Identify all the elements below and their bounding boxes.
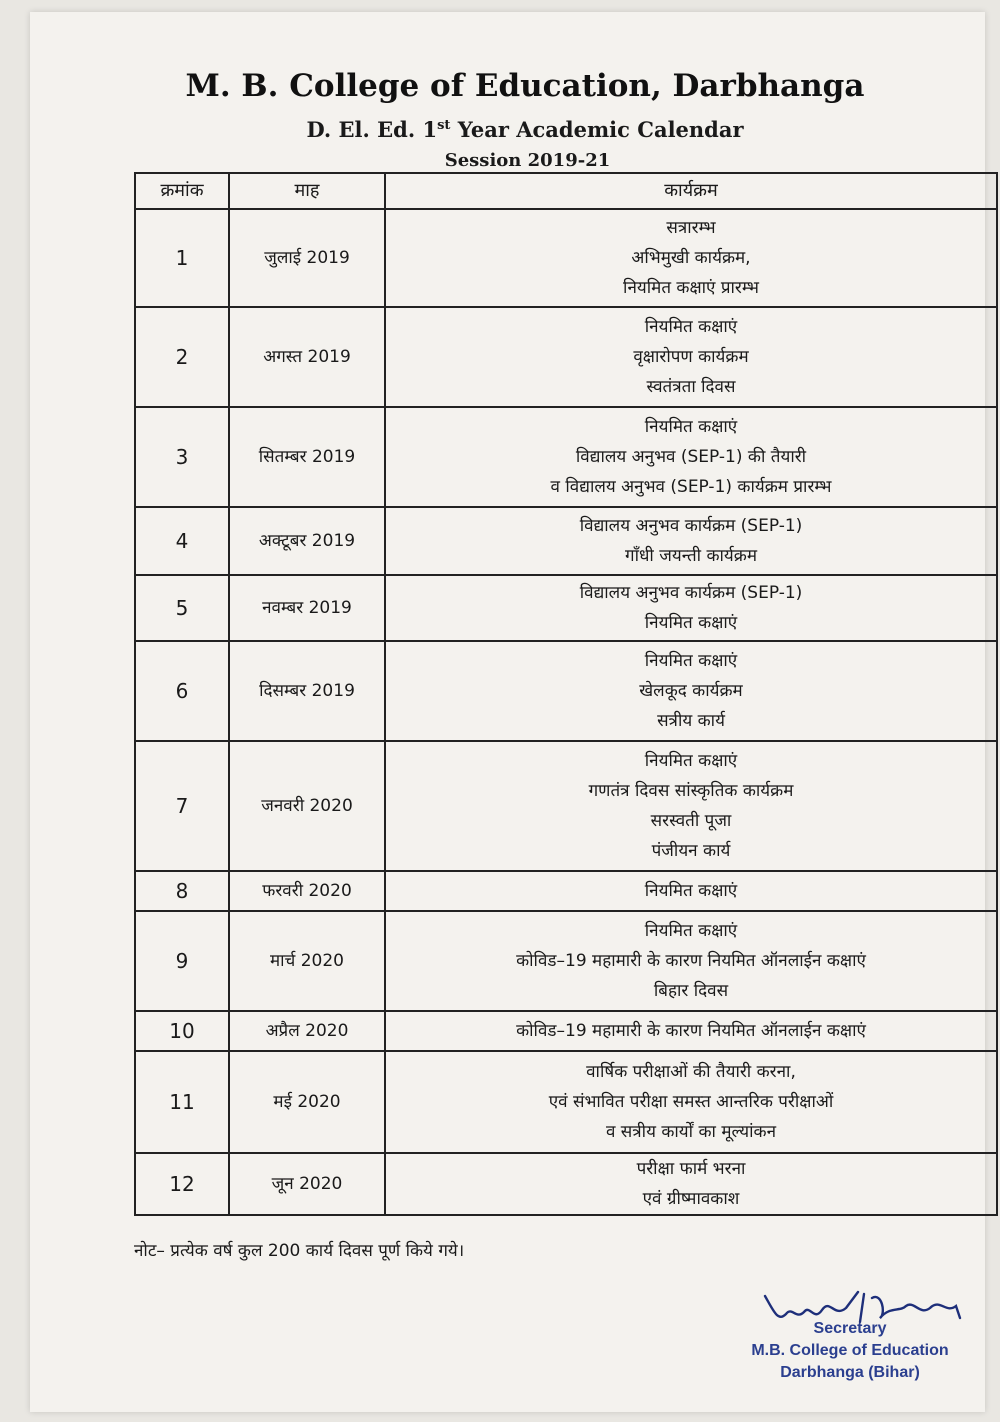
activity-line: नियमित कक्षाएं xyxy=(644,317,738,337)
column-header-month: माह xyxy=(229,173,385,209)
row-serial-number: 6 xyxy=(135,641,229,741)
activity-line: सत्रारम्भ xyxy=(666,218,716,238)
activity-line: सत्रीय कार्य xyxy=(657,711,725,731)
table-row xyxy=(135,209,997,307)
activity-line: विद्यालय अनुभव कार्यक्रम (SEP-1) xyxy=(579,583,803,603)
activity-line: नियमित कक्षाएं xyxy=(644,417,738,437)
row-activities xyxy=(385,641,997,741)
table-row xyxy=(135,1051,997,1153)
activity-line: गाँधी जयन्ती कार्यक्रम xyxy=(625,546,757,566)
row-month: अक्टूबर 2019 xyxy=(229,507,385,575)
row-month: अगस्त 2019 xyxy=(229,307,385,407)
row-serial-number: 8 xyxy=(135,871,229,911)
activity-line: नियमित कक्षाएं xyxy=(644,881,738,901)
stamp-designation: Secretary xyxy=(813,1320,887,1337)
row-month: सितम्बर 2019 xyxy=(229,407,385,507)
table-row xyxy=(135,871,997,911)
row-month: जून 2020 xyxy=(229,1153,385,1215)
row-activities xyxy=(385,307,997,407)
activity-line: सरस्वती पूजा xyxy=(650,811,732,831)
activity-line: गणतंत्र दिवस सांस्कृतिक कार्यक्रम xyxy=(588,781,794,801)
activity-line: नियमित कक्षाएं xyxy=(644,651,738,671)
row-month: फरवरी 2020 xyxy=(229,871,385,911)
footer-note: नोट– प्रत्येक वर्ष कुल 200 कार्य दिवस पूर्ण किये गये। xyxy=(134,1241,465,1261)
row-activities xyxy=(385,507,997,575)
activity-line: बिहार दिवस xyxy=(653,981,729,1001)
activity-line: परीक्षा फार्म भरना xyxy=(636,1159,746,1179)
row-serial-number: 9 xyxy=(135,911,229,1011)
activity-line: पंजीयन कार्य xyxy=(651,841,731,861)
row-activities xyxy=(385,1153,997,1215)
table-row xyxy=(135,741,997,871)
table-row xyxy=(135,307,997,407)
row-activities xyxy=(385,209,997,307)
table-row xyxy=(135,1011,997,1051)
stamp-college: M.B. College of Education xyxy=(751,1342,949,1359)
activity-line: नियमित कक्षाएं xyxy=(644,921,738,941)
row-month: दिसम्बर 2019 xyxy=(229,641,385,741)
activity-line: अभिमुखी कार्यक्रम, xyxy=(631,248,751,268)
session-label: Session 2019-21 xyxy=(444,150,611,171)
table-body xyxy=(135,209,997,1215)
activity-line: खेलकूद कार्यक्रम xyxy=(639,681,743,701)
activity-line: कोविड–19 महामारी के कारण नियमित ऑनलाईन कक्षाएं xyxy=(516,951,866,971)
row-serial-number: 12 xyxy=(135,1153,229,1215)
table-row xyxy=(135,1153,997,1215)
row-activities xyxy=(385,911,997,1011)
row-activities xyxy=(385,575,997,641)
subtitle-superscript: st xyxy=(437,118,451,133)
column-header-serial: क्रमांक xyxy=(135,173,229,209)
row-serial-number: 10 xyxy=(135,1011,229,1051)
row-month: जुलाई 2019 xyxy=(229,209,385,307)
activity-line: कोविड–19 महामारी के कारण नियमित ऑनलाईन कक्षाएं xyxy=(516,1021,866,1041)
subtitle-text-end: Year Academic Calendar xyxy=(450,117,744,142)
activity-line: वार्षिक परीक्षाओं की तैयारी करना, xyxy=(586,1062,796,1082)
activity-line: नियमित कक्षाएं प्रारम्भ xyxy=(623,278,759,298)
activity-line: विद्यालय अनुभव (SEP-1) की तैयारी xyxy=(575,447,807,467)
row-month: मई 2020 xyxy=(229,1051,385,1153)
row-month: मार्च 2020 xyxy=(229,911,385,1011)
row-serial-number: 1 xyxy=(135,209,229,307)
column-header-program: कार्यक्रम xyxy=(385,173,997,209)
row-serial-number: 3 xyxy=(135,407,229,507)
row-serial-number: 5 xyxy=(135,575,229,641)
table-row xyxy=(135,507,997,575)
activity-line: नियमित कक्षाएं xyxy=(644,751,738,771)
row-serial-number: 4 xyxy=(135,507,229,575)
activity-line: नियमित कक्षाएं xyxy=(644,613,738,633)
row-activities xyxy=(385,1051,997,1153)
activity-line: व सत्रीय कार्यों का मूल्यांकन xyxy=(605,1122,777,1142)
row-month: जनवरी 2020 xyxy=(229,741,385,871)
table-row xyxy=(135,407,997,507)
activity-line: एवं ग्रीष्मावकाश xyxy=(642,1189,740,1209)
table-row xyxy=(135,641,997,741)
stamp-location: Darbhanga (Bihar) xyxy=(780,1364,920,1381)
row-serial-number: 11 xyxy=(135,1051,229,1153)
row-activities xyxy=(385,407,997,507)
academic-calendar-table xyxy=(134,172,998,1216)
calendar-subtitle xyxy=(0,117,1000,142)
activity-line: वृक्षारोपण कार्यक्रम xyxy=(633,347,749,367)
table-row xyxy=(135,911,997,1011)
row-activities xyxy=(385,871,997,911)
subtitle-text: D. El. Ed. 1 xyxy=(306,117,438,142)
row-serial-number: 7 xyxy=(135,741,229,871)
row-month: नवम्बर 2019 xyxy=(229,575,385,641)
table-header-row xyxy=(135,173,997,209)
college-title: M. B. College of Education, Darbhanga xyxy=(185,68,865,104)
activity-line: विद्यालय अनुभव कार्यक्रम (SEP-1) xyxy=(579,516,803,536)
activity-line: व विद्यालय अनुभव (SEP-1) कार्यक्रम प्रारम्भ xyxy=(550,477,832,497)
row-month: अप्रैल 2020 xyxy=(229,1011,385,1051)
row-activities xyxy=(385,741,997,871)
activity-line: एवं संभावित परीक्षा समस्त आन्तरिक परीक्षाओं xyxy=(548,1092,834,1112)
secretary-stamp xyxy=(740,1318,960,1384)
activity-line: स्वतंत्रता दिवस xyxy=(646,377,736,397)
row-serial-number: 2 xyxy=(135,307,229,407)
row-activities xyxy=(385,1011,997,1051)
table-row xyxy=(135,575,997,641)
